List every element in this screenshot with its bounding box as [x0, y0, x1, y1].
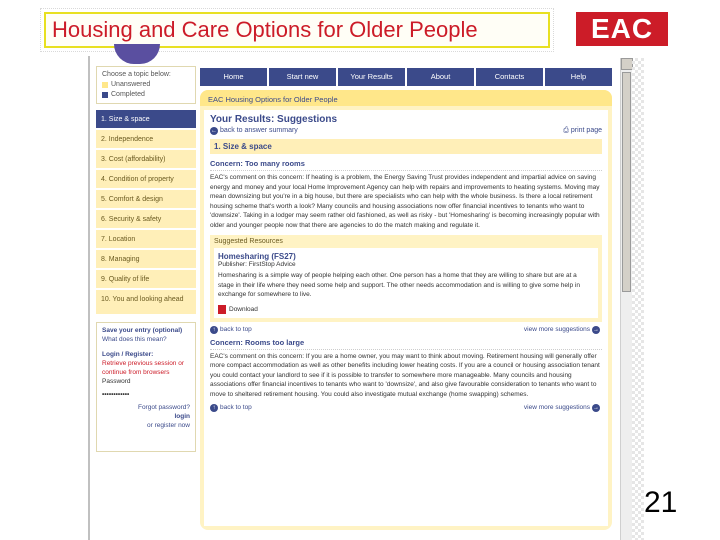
results-title: Your Results: Suggestions — [210, 114, 338, 125]
resource-text: Homesharing is a simple way of people helping each other. One person has a home that they are willing to share but are at a stage in their life where they need some help and support. The other needs accommodation and is willing to give some help in exchange for somewhere to live. — [218, 272, 580, 298]
suggested-resources — [210, 235, 602, 322]
right-arrow-icon: → — [593, 326, 599, 333]
download-label: Download — [229, 305, 258, 313]
content-panel — [200, 90, 612, 530]
back-to-summary-link[interactable] — [210, 127, 298, 135]
more-suggestions-link[interactable] — [524, 326, 602, 334]
login-button[interactable]: login — [174, 413, 190, 420]
download-link[interactable] — [218, 305, 594, 314]
concern-title-2: Concern: Rooms too large — [210, 338, 602, 350]
nav-contacts[interactable]: Contacts — [476, 68, 545, 86]
sidebar-item-location[interactable]: 7. Location — [96, 230, 196, 250]
concern-text-2: EAC's comment on this concern: If you are a home owner, you may want to think about moving. Retirement housing will generally offer more compact accommodation as well as other benefits including lower heating costs. If you are a council or housing association tenant you could contact your landlord to see if it is possible to transfer to somewhere more manageable. Many councils and housing associations offer financial incentives to tenants who want to 'downsize', and also give favourable consideration to tenants who want to move to sheltered retirement housing. You could also investigate mutual exchange (home swapping) schemes. — [210, 352, 600, 398]
legend-unanswered — [102, 80, 190, 90]
section-title: 1. Size & space — [210, 139, 602, 154]
legend-unanswered-label: Unanswered — [111, 81, 151, 88]
nav-help[interactable]: Help — [570, 72, 587, 81]
back-to-top-link[interactable] — [210, 326, 252, 334]
section-footer-links-2 — [210, 404, 602, 412]
breadcrumb: EAC Housing Options for Older People — [200, 90, 612, 106]
save-entry-box — [96, 322, 196, 452]
save-header: Save your entry (optional) — [102, 327, 183, 334]
slide-number: 21 — [644, 486, 678, 519]
swatch-unanswered — [102, 82, 108, 88]
forgot-password-link[interactable]: Forgot password? — [137, 404, 190, 411]
legend-completed — [102, 90, 190, 100]
eac-logo-text: EAC — [590, 13, 654, 44]
resources-header: Suggested Resources — [214, 238, 283, 245]
right-arrow-icon-2: → — [593, 405, 599, 411]
concern-text: EAC's comment on this concern: If heating is a problem, the Energy Saving Trust provides independent and impartial advice on saving energy and money and your local Home Improvement Agency can help with repairs and improvements to heating systems. Moving may mean downsizing but you're in a big house, but there are specialists who can help with the whole business. Is there a local retirement housing scheme that's worth a look? Many councils and housing associations now offer financial incentives to tenants who want to 'downsize'. Taking in a lodger may seem rather old fashioned, as well as risky - but 'Homesharing' is becoming increasingly popular with older and younger people now that there are agencies to do the match making and regulate it. — [210, 174, 600, 229]
vertical-scrollbar[interactable] — [620, 58, 632, 540]
scroll-thumb[interactable] — [622, 72, 631, 292]
resource-publisher: Publisher: FirstStop Advice — [218, 261, 296, 268]
nav-your-results[interactable]: Your Results — [338, 68, 407, 86]
sidebar-item-quality[interactable]: 9. Quality of life — [96, 270, 196, 290]
back-arrow-icon: ← — [211, 128, 217, 134]
register-link[interactable]: or register now — [147, 422, 190, 429]
back-to-top-label: back to top — [220, 325, 252, 333]
login-header: Login / Register: — [102, 351, 154, 358]
concern-title: Concern: Too many rooms — [210, 159, 602, 171]
up-arrow-icon-2: ↑ — [210, 404, 218, 412]
sidebar — [96, 66, 196, 452]
resource-card — [214, 248, 598, 318]
topic-legend — [96, 66, 196, 104]
login-description: Retrieve previous session or continue from browsers — [102, 360, 185, 376]
results-links — [210, 127, 602, 135]
back-to-top-link-2[interactable] — [210, 404, 252, 412]
nav-start-new[interactable]: Start new — [269, 68, 338, 86]
sidebar-item-independence[interactable]: 2. Independence — [96, 130, 196, 150]
results-main — [204, 110, 608, 526]
more-suggestions-label: view more suggestions — [523, 325, 591, 333]
topics-header: Choose a topic below: — [102, 71, 171, 78]
resource-title[interactable]: Homesharing (FS27) — [218, 252, 296, 261]
password-label: Password — [102, 378, 131, 385]
nav-home[interactable]: Home — [200, 68, 269, 86]
back-to-top-label-2: back to top — [220, 404, 252, 411]
sidebar-item-security[interactable]: 6. Security & safety — [96, 210, 196, 230]
more-suggestions-label-2: view more suggestions — [523, 404, 591, 411]
up-arrow-icon: ↑ — [210, 326, 218, 334]
printer-icon: ⎙ — [563, 127, 569, 134]
sidebar-item-cost[interactable]: 3. Cost (affordability) — [96, 150, 196, 170]
what-does-this-mean-link[interactable]: What does this mean? — [102, 336, 167, 343]
back-to-summary-label: back to answer summary — [220, 127, 298, 134]
sidebar-item-condition[interactable]: 4. Condition of property — [96, 170, 196, 190]
sidebar-item-looking-ahead[interactable]: 10. You and looking ahead — [96, 290, 196, 316]
eac-logo — [576, 12, 668, 46]
transparency-pattern — [632, 58, 644, 540]
slide-title: Housing and Care Options for Older People — [44, 12, 550, 48]
swatch-completed — [102, 92, 108, 98]
sidebar-item-managing[interactable]: 8. Managing — [96, 250, 196, 270]
section-footer-links — [210, 326, 602, 334]
more-suggestions-link-2[interactable] — [524, 404, 602, 412]
nav-about[interactable]: About — [407, 68, 476, 86]
sidebar-item-size-space[interactable]: 1. Size & space — [96, 110, 196, 130]
legend-completed-label: Completed — [111, 91, 145, 98]
print-page-label: print page — [570, 127, 602, 134]
top-nav — [200, 68, 612, 86]
password-field[interactable]: •••••••••••• — [102, 391, 130, 398]
pdf-icon — [218, 305, 226, 314]
print-page-link[interactable] — [563, 127, 602, 135]
sidebar-item-comfort[interactable]: 5. Comfort & design — [96, 190, 196, 210]
